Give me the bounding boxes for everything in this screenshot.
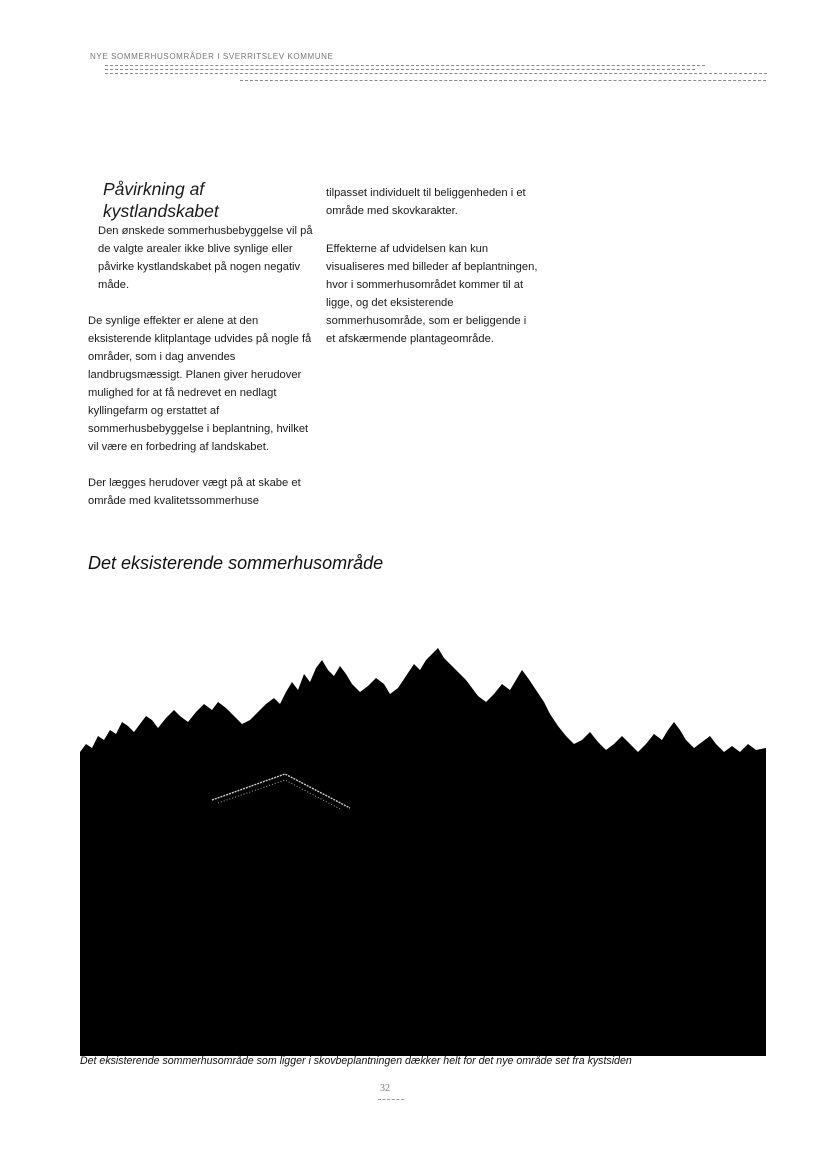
paragraph: Effekterne af udvidelsen kan kun visualiseres med billeder af beplantningen, hvor i sommerhusområdet kommer til at ligge, og det eksisterende sommerhusområde, som er beliggende i et afskærmende plantageområde.	[326, 243, 538, 345]
page-number-underline	[378, 1099, 404, 1100]
running-header: NYE SOMMERHUSOMRÅDER I SVERRITSLEV KOMMUNE	[90, 52, 334, 61]
figure-caption: Det eksisterende sommerhusområde som ligger i skovbeplantningen dækker helt for det nye område set fra kystsiden	[80, 1055, 632, 1067]
header-divider	[105, 69, 695, 70]
paragraph: Den ønskede sommerhusbebyggelse vil på de valgte arealer ikke blive synlige eller påvirke kystlandskabet på nogen negativ måde.	[98, 225, 313, 291]
header-divider	[105, 73, 767, 74]
page-number: 32	[380, 1083, 390, 1094]
header-divider	[105, 65, 705, 66]
paragraph: Der lægges herudover vægt på at skabe et område med kvalitetssommerhuse	[88, 477, 301, 507]
forest-photo	[80, 640, 766, 1056]
left-column	[88, 178, 320, 528]
paragraph: tilpasset individuelt til beliggenheden i et område med skovkarakter.	[326, 187, 526, 217]
section-heading-kystlandskab: Påvirkning af kystlandskabet	[103, 179, 219, 221]
section-heading-eksisterende: Det eksisterende sommerhusområde	[88, 553, 384, 573]
header-divider	[240, 80, 766, 81]
paragraph: De synlige effekter er alene at den eksisterende klitplantage udvides på nogle få områder, som i dag anvendes landbrugsmæssigt. Planen giver herudover mulighed for at få nedrevet en nedlagt kyllingefarm og erstattet af sommerhusbebyggelse i beplantning, hvilket vil være en forbedring af landskabet.	[88, 315, 312, 453]
right-column	[326, 184, 538, 366]
